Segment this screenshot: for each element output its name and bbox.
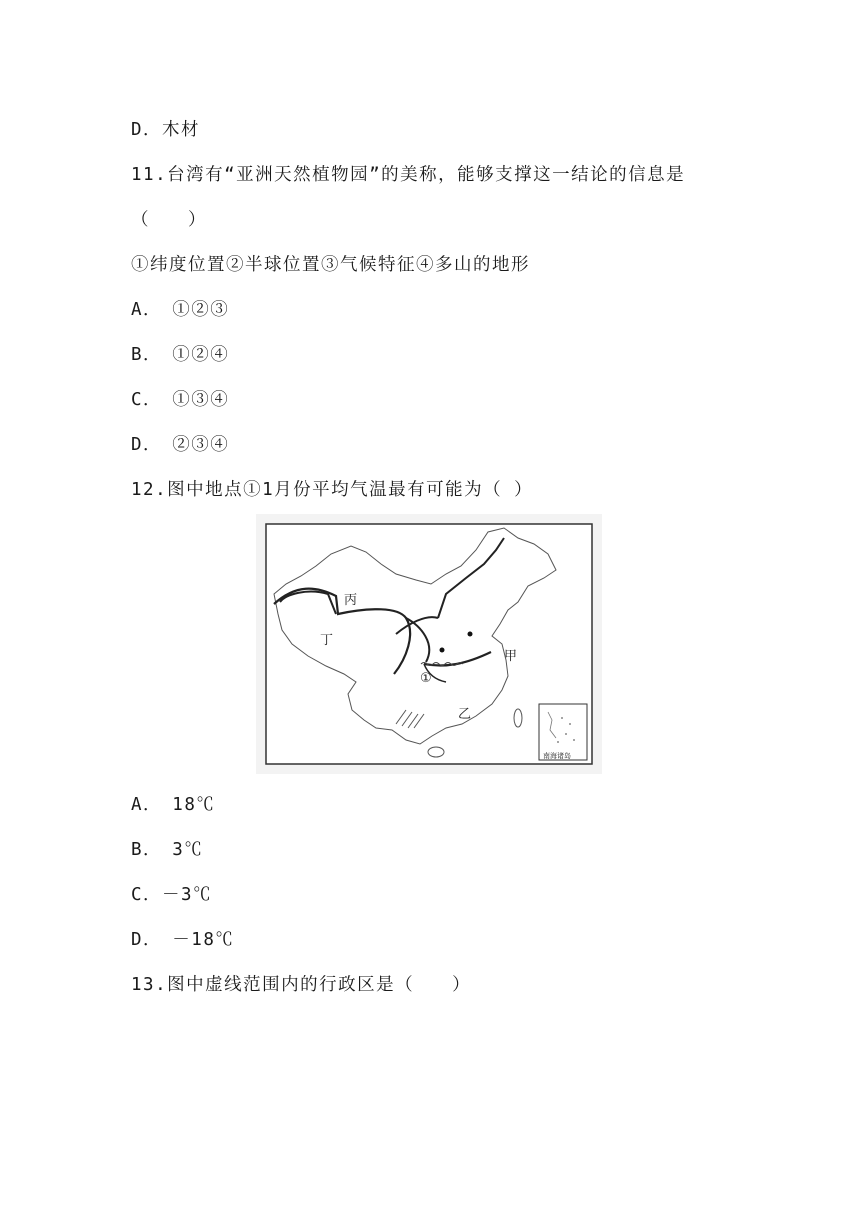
q11-option-d: D． ②③④ — [131, 435, 230, 455]
q11-blank: （ ） — [131, 210, 207, 230]
q12-stem: 12.图中地点①1月份平均气温最有可能为（ ） — [131, 480, 534, 500]
q11-option-a: A． ①②③ — [131, 300, 230, 320]
label-ding: 丁 — [320, 632, 334, 647]
q13-stem: 13.图中虚线范围内的行政区是（ ） — [131, 975, 472, 995]
inset-label: 南海诸岛 — [543, 752, 571, 760]
label-bing: 丙 — [344, 592, 358, 607]
map-point-north — [468, 632, 473, 637]
label-jia: 甲 — [504, 648, 518, 663]
q11-stem: 11.台湾有“亚洲天然植物园”的美称，能够支撑这一结论的信息是 — [131, 165, 686, 185]
label-point-1: ① — [420, 671, 432, 686]
q12-option-d: D． －18℃ — [131, 930, 235, 950]
q10-option-d: D．木材 — [131, 120, 201, 140]
q12-option-b: B． 3℃ — [131, 840, 204, 860]
q12-option-c: C．－3℃ — [131, 885, 213, 905]
map-point-1 — [440, 648, 445, 653]
q11-option-c: C． ①③④ — [131, 390, 230, 410]
q11-statements: ①纬度位置②半球位置③气候特征④多山的地形 — [131, 255, 530, 275]
label-yi: 乙 — [458, 706, 472, 721]
q12-option-a: A． 18℃ — [131, 795, 216, 815]
china-map — [256, 514, 602, 774]
china-map-figure — [256, 514, 602, 774]
q11-option-b: B． ①②④ — [131, 345, 230, 365]
